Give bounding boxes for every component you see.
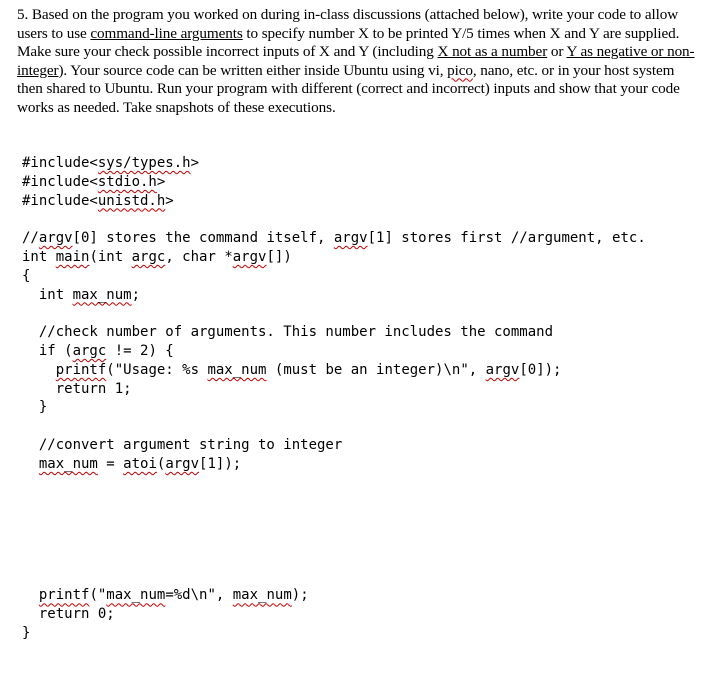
spellcheck-word: argv (165, 455, 200, 472)
code-line-blank (22, 474, 646, 493)
code-line-blank (22, 210, 646, 229)
code-line-brace-open: { (22, 267, 31, 284)
code-line-blank (22, 492, 646, 511)
spellcheck-word: printf (38, 587, 90, 604)
code-line-blank (22, 417, 646, 436)
spellcheck-word: max_num (207, 361, 267, 378)
spellcheck-word: argv (485, 361, 520, 378)
spellcheck-word: unistd.h (97, 192, 166, 209)
code-line-printf-usage: printf("Usage: %s max_num (must be an integer)\n", argv[0]); (55, 361, 562, 378)
spellcheck-word: max_num (38, 455, 98, 472)
code-line-return-0: return 0; (22, 606, 115, 623)
question-number: 5. (17, 6, 29, 23)
spellcheck-word: atoi (123, 455, 157, 472)
spellcheck-word: sys/types.h (97, 155, 191, 171)
spellcheck-word-pico: pico (447, 61, 473, 79)
spellcheck-word: main (55, 248, 90, 265)
code-line-blank (22, 304, 646, 323)
code-line-comment-argv: //argv[0] stores the command itself, argv[1] stores first //argument, etc. (22, 230, 646, 247)
question-sentence-2: to specify number X to be printed Y/5 times when X and Y are supplied. Make sure your check possible incorrect inputs of X and Y (including (17, 24, 680, 60)
spellcheck-word: argv (38, 230, 73, 247)
code-line-brace-close: } (22, 624, 31, 641)
code-line-comment-convert: //convert argument string to integer (22, 436, 343, 453)
spellcheck-word: stdio.h (97, 173, 157, 190)
code-listing (22, 154, 646, 643)
question-sentence-1: Based on the program you worked on during in-class discussions (attached below), write your code to allow users to use (17, 6, 679, 42)
spellcheck-word: max_num (106, 587, 166, 604)
code-line-include-stdio: #include<stdio.h> (22, 173, 166, 190)
question-text (17, 6, 697, 117)
code-line-blank (22, 568, 646, 587)
question-sentence-4: ). Your source code can be written either inside Ubuntu using vi, (58, 61, 448, 79)
spellcheck-word: argv (333, 230, 368, 247)
spellcheck-word: max_num (232, 587, 292, 604)
spellcheck-word: argc (72, 342, 107, 359)
code-line-printf-result: printf("max_num=%d\n", max_num); (38, 587, 309, 604)
code-line-if: if (argc != 2) { (22, 342, 174, 359)
code-line-blank (22, 530, 646, 549)
code-line-blank (22, 511, 646, 530)
code-line-return-1: return 1; (22, 380, 132, 397)
code-line-include-unistd: #include<unistd.h> (22, 192, 174, 209)
code-line-atoi: max_num = atoi(argv[1]); (38, 455, 242, 472)
underlined-y-negative: Y as negative or non-integer (17, 43, 695, 79)
spellcheck-word: printf (55, 361, 107, 378)
code-line-blank (22, 549, 646, 568)
question-sentence-5: , nano, etc. or in your host system then shared to Ubuntu. Run your program with different (correct and incorrect) inputs and show that your code works as needed. Take snapshots of these executions. (17, 61, 680, 116)
underlined-x-not-number: X not as a number (437, 43, 548, 60)
underlined-command-line-arguments: command-line arguments (90, 24, 243, 42)
code-line-comment-check: //check number of arguments. This number includes the command (22, 324, 554, 341)
question-sentence-3: or (547, 43, 567, 60)
spellcheck-word: argc (131, 248, 166, 265)
spellcheck-word: max_num (72, 286, 132, 303)
code-line-declaration: int max_num; (22, 286, 141, 303)
code-line-include-types: #include<sys/types.h> (22, 155, 200, 171)
code-line-if-close: } (22, 399, 48, 416)
code-line-main-signature: int main(int argc, char *argv[]) (22, 248, 292, 265)
spellcheck-word: argv (232, 248, 267, 265)
